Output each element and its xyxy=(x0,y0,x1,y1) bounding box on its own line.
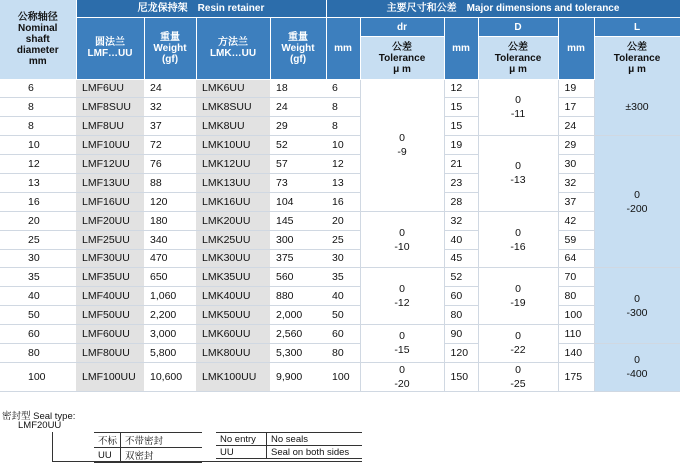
shaft-diameter: 60 xyxy=(0,325,76,344)
tolerance-lower: -25 xyxy=(510,377,526,390)
lmf-model: LMF35UU xyxy=(76,268,144,287)
D-tolerance xyxy=(478,362,558,391)
D-mm: 21 xyxy=(444,155,478,174)
L-mm: 19 xyxy=(558,79,594,98)
seal-desc: No seals xyxy=(267,433,363,446)
table-row xyxy=(0,362,680,391)
tolerance-lower: -19 xyxy=(510,297,526,310)
lmk-model: LMK80UU xyxy=(196,343,270,362)
lmk-model: LMK16UU xyxy=(196,192,270,211)
seal-type-title: 密封型 Seal type: xyxy=(2,411,76,422)
header-dr-tolerance: 公差 Tolerance μ m xyxy=(360,37,444,80)
L-mm: 37 xyxy=(558,192,594,211)
dr-mm: 80 xyxy=(326,343,360,362)
tolerance-lower: -400 xyxy=(626,368,648,381)
shaft-diameter: 50 xyxy=(0,306,76,325)
lmf-model: LMF20UU xyxy=(76,211,144,230)
D-mm: 80 xyxy=(444,306,478,325)
D-mm: 19 xyxy=(444,136,478,155)
tolerance-value: ±300 xyxy=(625,101,649,114)
lmk-weight: 560 xyxy=(270,268,326,287)
lmk-model: LMK12UU xyxy=(196,155,270,174)
L-mm: 42 xyxy=(558,211,594,230)
dr-mm: 30 xyxy=(326,249,360,268)
table-row xyxy=(0,98,680,117)
seal-row xyxy=(94,448,202,463)
L-tolerance xyxy=(594,343,680,391)
table-row xyxy=(0,230,680,249)
tolerance-lower: -11 xyxy=(510,108,526,121)
shaft-diameter: 12 xyxy=(0,155,76,174)
L-mm: 175 xyxy=(558,362,594,391)
tolerance-upper: 0 xyxy=(634,292,640,305)
tolerance-lower: -15 xyxy=(394,344,410,357)
seal-row xyxy=(216,446,362,459)
D-mm: 150 xyxy=(444,362,478,391)
lmf-model: LMF8UU xyxy=(76,117,144,136)
L-mm: 100 xyxy=(558,306,594,325)
lmf-model: LMF60UU xyxy=(76,325,144,344)
dr-mm: 35 xyxy=(326,268,360,287)
D-mm: 60 xyxy=(444,287,478,306)
lmf-model: LMF30UU xyxy=(76,249,144,268)
lmk-model: LMK20UU xyxy=(196,211,270,230)
D-tolerance xyxy=(478,268,558,325)
lmk-weight: 104 xyxy=(270,192,326,211)
header-L-mm: mm xyxy=(558,18,594,80)
shaft-diameter: 80 xyxy=(0,343,76,362)
dr-mm: 25 xyxy=(326,230,360,249)
shaft-diameter: 8 xyxy=(0,117,76,136)
D-mm: 12 xyxy=(444,79,478,98)
lmf-model: LMF10UU xyxy=(76,136,144,155)
lmf-weight: 1,060 xyxy=(144,287,196,306)
L-mm: 32 xyxy=(558,173,594,192)
seal-desc: 不带密封 xyxy=(121,433,203,448)
table-row xyxy=(0,249,680,268)
D-mm: 40 xyxy=(444,230,478,249)
lmf-weight: 2,200 xyxy=(144,306,196,325)
lmf-weight: 88 xyxy=(144,173,196,192)
lmk-weight: 300 xyxy=(270,230,326,249)
lmk-weight: 24 xyxy=(270,98,326,117)
shaft-diameter: 13 xyxy=(0,173,76,192)
dr-tolerance xyxy=(360,79,444,211)
tolerance-upper: 0 xyxy=(634,188,640,201)
lmk-model: LMK25UU xyxy=(196,230,270,249)
lmk-model: LMK8UU xyxy=(196,117,270,136)
lmf-weight: 76 xyxy=(144,155,196,174)
lmk-weight: 880 xyxy=(270,287,326,306)
seal-table-en xyxy=(216,432,362,459)
D-tolerance xyxy=(478,211,558,268)
dr-tolerance xyxy=(360,325,444,363)
lmf-model: LMF13UU xyxy=(76,173,144,192)
dr-mm: 16 xyxy=(326,192,360,211)
D-mm: 32 xyxy=(444,211,478,230)
table-row xyxy=(0,117,680,136)
tolerance-upper: 0 xyxy=(399,283,405,296)
lmk-model: LMK50UU xyxy=(196,306,270,325)
lmk-model: LMK8SUU xyxy=(196,98,270,117)
table-row xyxy=(0,192,680,211)
D-tolerance xyxy=(478,136,558,212)
seal-row xyxy=(216,433,362,446)
shaft-diameter: 30 xyxy=(0,249,76,268)
lmk-weight: 2,560 xyxy=(270,325,326,344)
L-mm: 110 xyxy=(558,325,594,344)
header-D-tolerance: 公差 Tolerance μ m xyxy=(478,37,558,80)
tolerance-upper: 0 xyxy=(399,330,405,343)
D-mm: 120 xyxy=(444,343,478,362)
lmk-weight: 29 xyxy=(270,117,326,136)
header-weight-lmf: 重量 Weight (gf) xyxy=(144,18,196,80)
table-row xyxy=(0,155,680,174)
tolerance-lower: -16 xyxy=(510,240,526,253)
dr-mm: 8 xyxy=(326,98,360,117)
lmf-model: LMF12UU xyxy=(76,155,144,174)
dr-mm: 50 xyxy=(326,306,360,325)
lmf-weight: 470 xyxy=(144,249,196,268)
lmk-weight: 52 xyxy=(270,136,326,155)
dr-mm: 10 xyxy=(326,136,360,155)
seal-desc: 双密封 xyxy=(121,448,203,463)
lmf-weight: 5,800 xyxy=(144,343,196,362)
D-mm: 15 xyxy=(444,117,478,136)
header-weight-lmk: 重量 Weight (gf) xyxy=(270,18,326,80)
header-D-mm: mm xyxy=(444,18,478,80)
lmk-weight: 9,900 xyxy=(270,362,326,391)
table-row xyxy=(0,173,680,192)
D-mm: 45 xyxy=(444,249,478,268)
dr-mm: 100 xyxy=(326,362,360,391)
lmf-weight: 180 xyxy=(144,211,196,230)
table-row xyxy=(0,79,680,98)
tolerance-lower: -9 xyxy=(397,145,407,158)
header-L: L xyxy=(594,18,680,37)
D-tolerance xyxy=(478,325,558,363)
header-dr-mm: mm xyxy=(326,18,360,80)
tolerance-lower: -200 xyxy=(626,202,648,215)
lmk-model: LMK35UU xyxy=(196,268,270,287)
shaft-diameter: 35 xyxy=(0,268,76,287)
table-row xyxy=(0,211,680,230)
L-tolerance xyxy=(594,79,680,136)
seal-code: UU xyxy=(94,448,121,463)
lmf-weight: 37 xyxy=(144,117,196,136)
lmk-weight: 5,300 xyxy=(270,343,326,362)
D-mm: 90 xyxy=(444,325,478,344)
L-mm: 70 xyxy=(558,268,594,287)
lmf-model: LMF40UU xyxy=(76,287,144,306)
table-row xyxy=(0,343,680,362)
lmf-weight: 3,000 xyxy=(144,325,196,344)
lmk-model: LMK10UU xyxy=(196,136,270,155)
L-mm: 140 xyxy=(558,343,594,362)
seal-code: UU xyxy=(216,446,267,459)
header-major-dimensions: 主要尺寸和公差 Major dimensions and tolerance xyxy=(326,0,680,18)
lmk-model: LMK13UU xyxy=(196,173,270,192)
D-mm: 28 xyxy=(444,192,478,211)
header-L-tolerance: 公差 Tolerance μ m xyxy=(594,37,680,80)
seal-desc: Seal on both sides xyxy=(267,446,363,459)
seal-table-cn xyxy=(94,432,202,463)
shaft-diameter: 20 xyxy=(0,211,76,230)
L-mm: 59 xyxy=(558,230,594,249)
dr-mm: 6 xyxy=(326,79,360,98)
dr-mm: 20 xyxy=(326,211,360,230)
tolerance-upper: 0 xyxy=(515,94,521,107)
lmk-model: LMK60UU xyxy=(196,325,270,344)
L-mm: 30 xyxy=(558,155,594,174)
lmk-weight: 145 xyxy=(270,211,326,230)
seal-example-model: LMF20UU xyxy=(18,420,62,431)
lmf-weight: 340 xyxy=(144,230,196,249)
shaft-diameter: 100 xyxy=(0,362,76,391)
tolerance-lower: -12 xyxy=(394,297,410,310)
L-mm: 29 xyxy=(558,136,594,155)
L-mm: 24 xyxy=(558,117,594,136)
table-row xyxy=(0,268,680,287)
seal-code: No entry xyxy=(216,433,267,446)
lmf-model: LMF8SUU xyxy=(76,98,144,117)
shaft-diameter: 16 xyxy=(0,192,76,211)
L-mm: 64 xyxy=(558,249,594,268)
lmf-model: LMF6UU xyxy=(76,79,144,98)
seal-callout-line xyxy=(52,432,53,462)
table-row xyxy=(0,306,680,325)
tolerance-upper: 0 xyxy=(399,226,405,239)
header-dr: dr xyxy=(360,18,444,37)
dr-mm: 13 xyxy=(326,173,360,192)
tolerance-upper: 0 xyxy=(515,363,521,376)
lmk-model: LMK6UU xyxy=(196,79,270,98)
lmk-model: LMK100UU xyxy=(196,362,270,391)
L-mm: 17 xyxy=(558,98,594,117)
header-resin-retainer: 尼龙保持架 Resin retainer xyxy=(76,0,326,18)
lmf-weight: 650 xyxy=(144,268,196,287)
tolerance-upper: 0 xyxy=(515,283,521,296)
lmk-weight: 2,000 xyxy=(270,306,326,325)
lmf-model: LMF50UU xyxy=(76,306,144,325)
dr-mm: 40 xyxy=(326,287,360,306)
dr-mm: 12 xyxy=(326,155,360,174)
spec-table-body xyxy=(0,79,680,391)
dr-tolerance xyxy=(360,362,444,391)
lmk-model: LMK40UU xyxy=(196,287,270,306)
lmf-weight: 120 xyxy=(144,192,196,211)
tolerance-upper: 0 xyxy=(515,226,521,239)
seal-code: 不标 xyxy=(94,433,121,448)
dr-mm: 60 xyxy=(326,325,360,344)
lmk-weight: 73 xyxy=(270,173,326,192)
shaft-diameter: 25 xyxy=(0,230,76,249)
L-tolerance xyxy=(594,268,680,344)
table-row xyxy=(0,136,680,155)
lmf-model: LMF100UU xyxy=(76,362,144,391)
lmk-model: LMK30UU xyxy=(196,249,270,268)
lmf-model: LMF16UU xyxy=(76,192,144,211)
D-tolerance xyxy=(478,79,558,136)
tolerance-lower: -300 xyxy=(626,306,648,319)
header-lmf: 圆法兰 LMF…UU xyxy=(76,18,144,80)
header-shaft: 公称轴径 Nominal shaft diameter mm xyxy=(0,0,76,79)
D-mm: 52 xyxy=(444,268,478,287)
lmf-model: LMF80UU xyxy=(76,343,144,362)
shaft-diameter: 10 xyxy=(0,136,76,155)
tolerance-upper: 0 xyxy=(399,363,405,376)
lmf-model: LMF25UU xyxy=(76,230,144,249)
D-mm: 23 xyxy=(444,173,478,192)
tolerance-lower: -20 xyxy=(394,377,410,390)
tolerance-upper: 0 xyxy=(634,354,640,367)
lmk-weight: 18 xyxy=(270,79,326,98)
lmk-weight: 375 xyxy=(270,249,326,268)
L-mm: 80 xyxy=(558,287,594,306)
header-D: D xyxy=(478,18,558,37)
shaft-diameter: 6 xyxy=(0,79,76,98)
seal-row xyxy=(94,433,202,448)
L-tolerance xyxy=(594,136,680,268)
tolerance-lower: -22 xyxy=(510,344,526,357)
dr-tolerance xyxy=(360,211,444,268)
table-row xyxy=(0,325,680,344)
tolerance-upper: 0 xyxy=(515,330,521,343)
tolerance-upper: 0 xyxy=(515,160,521,173)
lmf-weight: 24 xyxy=(144,79,196,98)
tolerance-lower: -10 xyxy=(394,240,410,253)
dr-tolerance xyxy=(360,268,444,325)
shaft-diameter: 8 xyxy=(0,98,76,117)
tolerance-lower: -13 xyxy=(510,174,526,187)
tolerance-upper: 0 xyxy=(399,131,405,144)
shaft-diameter: 40 xyxy=(0,287,76,306)
dr-mm: 8 xyxy=(326,117,360,136)
lmk-weight: 57 xyxy=(270,155,326,174)
D-mm: 15 xyxy=(444,98,478,117)
lmf-weight: 10,600 xyxy=(144,362,196,391)
lmf-weight: 32 xyxy=(144,98,196,117)
lmf-weight: 72 xyxy=(144,136,196,155)
header-lmk: 方法兰 LMK…UU xyxy=(196,18,270,80)
table-row xyxy=(0,287,680,306)
